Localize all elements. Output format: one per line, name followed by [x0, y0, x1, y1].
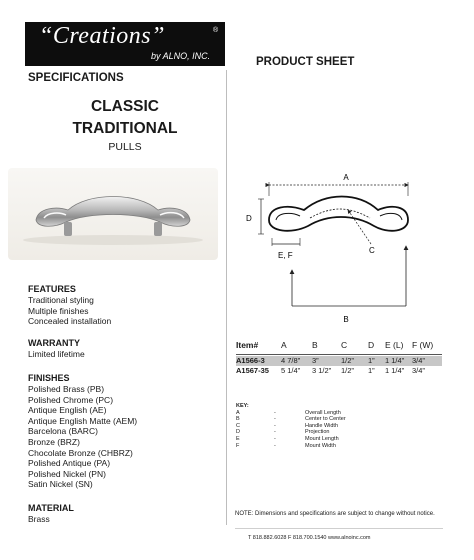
table-row: A1567-35 5 1/4” 3 1/2” 1/2” 1” 1 1/4” 3/4”: [236, 366, 425, 375]
contact-footer: T 818.882.6028 F 818.700.1540 www.alnoinc.com: [248, 535, 371, 541]
logo-wordmark: “Creations”: [39, 23, 165, 49]
feature-item: Traditional styling: [28, 295, 94, 305]
key-item: E - Mount Length: [236, 435, 339, 442]
table-row: A1566-3 4 7/8” 3” 1/2” 1” 1 1/4” 3/4”: [236, 356, 442, 366]
col-a: A: [281, 340, 287, 350]
dimensions-table: [236, 340, 442, 376]
col-e: E (L): [385, 340, 404, 350]
product-type: PULLS: [108, 141, 142, 153]
finish-item: Polished Nickel (PN): [28, 468, 106, 479]
warranty-heading: WARRANTY: [28, 338, 80, 348]
product-sheet-heading: PRODUCT SHEET: [256, 56, 355, 68]
finish-item: Polished Chrome (PC): [28, 394, 114, 405]
table-header-rule: [236, 350, 442, 355]
material-heading: MATERIAL: [28, 503, 74, 513]
finish-item: Antique English (AE): [28, 405, 107, 416]
product-photo: [8, 168, 218, 260]
label-b: B: [343, 315, 349, 324]
key-item: A - Overall Length: [236, 409, 341, 416]
warranty-value: Limited lifetime: [28, 349, 85, 359]
label-ef: E, F: [278, 251, 293, 260]
label-a: A: [343, 173, 349, 182]
feature-item: Multiple finishes: [28, 305, 89, 316]
col-f: F (W): [412, 340, 434, 350]
finish-item: Polished Antique (PA): [28, 458, 111, 469]
col-item: Item#: [236, 340, 259, 350]
finish-item: Chocolate Bronze (CHBRZ): [28, 447, 133, 458]
footer-rule: [235, 528, 443, 529]
finish-item: Satin Nickel (SN): [28, 479, 93, 490]
col-c: C: [341, 340, 348, 350]
dimension-key: [236, 403, 346, 449]
finish-item: Polished Brass (PB): [28, 384, 105, 394]
finishes-heading: FINISHES: [28, 373, 70, 383]
features-list: [28, 295, 111, 327]
material-value: Brass: [28, 514, 50, 524]
features-heading: FEATURES: [28, 284, 76, 294]
product-title-line2: TRADITIONAL: [72, 120, 178, 137]
key-item: C - Handle Width: [236, 422, 339, 429]
finish-item: Antique English Matte (AEM): [28, 415, 138, 426]
label-d: D: [246, 214, 252, 223]
finishes-list: [28, 384, 137, 490]
logo-byline: by ALNO, INC.: [151, 51, 211, 61]
pull-handle-image: [8, 168, 218, 260]
finish-item: Barcelona (BARC): [28, 426, 98, 437]
key-heading: KEY:: [236, 403, 249, 409]
label-c: C: [369, 246, 375, 255]
key-item: D - Projection: [236, 429, 330, 436]
table-header-row: [236, 340, 442, 350]
key-item: F - Mount Width: [236, 442, 336, 449]
feature-item: Concealed installation: [28, 316, 112, 327]
logo-registered-mark: ®: [213, 27, 219, 34]
specifications-heading: SPECIFICATIONS: [28, 72, 124, 84]
product-title-line1: CLASSIC: [90, 98, 160, 115]
dimension-diagram: [236, 166, 446, 326]
finish-item: Bronze (BRZ): [28, 436, 80, 447]
disclaimer-note: NOTE: Dimensions and specifications are subject to change without notice.: [235, 511, 435, 517]
col-d: D: [368, 340, 375, 350]
brand-logo: [25, 22, 225, 66]
key-item: B - Center to Center: [236, 416, 346, 423]
col-b: B: [312, 340, 318, 350]
column-divider: [226, 70, 227, 525]
